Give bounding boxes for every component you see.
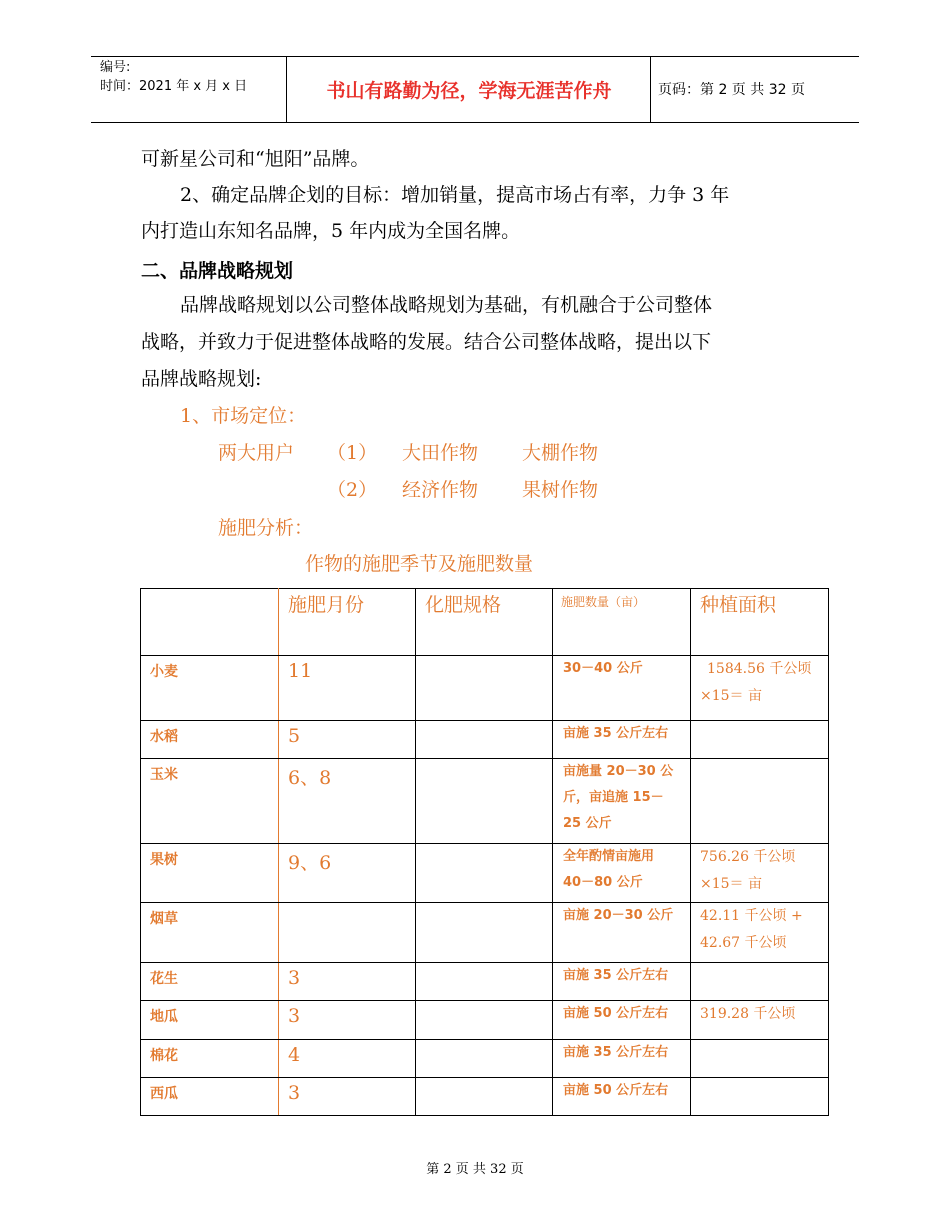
month-cell: 9、6 (288, 852, 332, 874)
month-cell: 5 (288, 725, 301, 747)
month-cell: 6、8 (288, 767, 332, 789)
section-heading: 二、品牌战略规划 (141, 260, 294, 282)
amount-cell: 全年酌情亩施用 40－80 公斤 (563, 849, 655, 890)
spec-cell (416, 844, 553, 903)
month-cell: 3 (288, 1005, 301, 1027)
month-cell: 4 (288, 1044, 301, 1066)
paragraph-line-1: 品牌战略规划以公司整体战略规划为基础，有机融合于公司整体 (180, 294, 713, 316)
amount-cell: 亩施 35 公斤左右 (563, 968, 669, 983)
header-cell-amount: 施肥数量（亩） (553, 589, 691, 656)
paragraph-line-3: 品牌战略规划: (141, 368, 262, 390)
header-cell-empty (141, 589, 279, 656)
spec-cell (416, 1040, 553, 1078)
month-cell: 3 (288, 1082, 301, 1104)
area-cell-line: 756.26 千公顷 (700, 849, 796, 865)
amount-cell: 亩施 50 公斤左右 (563, 1083, 669, 1098)
table-row (141, 963, 829, 1001)
table-title: 作物的施肥季节及施肥数量 (305, 553, 534, 575)
users-2-economic-crops: 经济作物 (402, 479, 479, 501)
body-line-2: 2、确定品牌企划的目标：增加销量，提高市场占有率，力争 3 年 (180, 184, 730, 206)
amount-cell: 亩施量 20－30 公 斤，亩追施 15－ 25 公斤 (563, 764, 674, 831)
crop-cell: 小麦 (150, 664, 178, 680)
users-1-greenhouse-crops: 大棚作物 (522, 442, 599, 464)
crop-cell: 水稻 (150, 729, 178, 745)
header-motto: 书山有路勤为径，学海无涯苦作舟 (326, 80, 612, 102)
area-cell (691, 721, 829, 759)
fertilizer-table (140, 588, 829, 1116)
page-footer: 第 2 页 共 32 页 (426, 1162, 524, 1177)
amount-cell: 亩施 35 公斤左右 (563, 726, 669, 741)
header-time-label: 时间：2021 年 x 月 x 日 (100, 79, 248, 94)
header-divider-right (650, 56, 651, 122)
spec-cell (416, 1001, 553, 1040)
table-header-row (141, 589, 829, 656)
area-cell-line: ×15＝ 亩 (700, 688, 762, 704)
header-top-rule (91, 56, 859, 57)
table-row (141, 656, 829, 721)
users-2-number: （2） (327, 479, 378, 501)
header-code-label: 编号: (100, 60, 131, 75)
spec-cell (416, 963, 553, 1001)
spec-cell (416, 903, 553, 963)
spec-cell (416, 1078, 553, 1116)
area-cell-line: 1584.56 千公顷 (707, 661, 812, 677)
amount-cell: 亩施 35 公斤左右 (563, 1045, 669, 1060)
table-row (141, 759, 829, 844)
spec-cell (416, 656, 553, 721)
body-line-3: 内打造山东知名品牌，5 年内成为全国名牌。 (141, 220, 521, 242)
amount-cell: 亩施 50 公斤左右 (563, 1006, 669, 1021)
header-bottom-rule (91, 122, 859, 123)
area-cell (691, 759, 829, 844)
amount-cell: 30－40 公斤 (563, 661, 643, 676)
table-row (141, 1001, 829, 1040)
crop-cell: 花生 (150, 971, 178, 987)
crop-cell: 棉花 (150, 1048, 178, 1064)
area-cell-line: 42.11 千公顷 + (700, 908, 803, 924)
table-row (141, 903, 829, 963)
header-page-info: 页码：第 2 页 共 32 页 (658, 82, 805, 98)
header-cell-spec: 化肥规格 (416, 589, 553, 656)
users-label: 两大用户 (218, 442, 295, 464)
users-1-number: （1） (327, 442, 378, 464)
table-row (141, 721, 829, 759)
month-cell (279, 903, 415, 907)
header-cell-month: 施肥月份 (279, 589, 416, 656)
fertilizer-analysis-label: 施肥分析： (218, 517, 314, 539)
amount-cell: 亩施 20－30 公斤 (563, 908, 674, 923)
header-divider-left (286, 56, 287, 122)
crop-cell: 烟草 (150, 911, 178, 927)
area-cell (691, 1040, 829, 1078)
area-cell-line: 42.67 千公顷 (700, 935, 787, 951)
area-cell-line: 319.28 千公顷 (700, 1006, 796, 1022)
market-position-title: 1、市场定位： (180, 405, 307, 427)
users-2-fruit-trees: 果树作物 (522, 479, 599, 501)
header-cell-area: 种植面积 (691, 589, 829, 656)
crop-cell: 地瓜 (150, 1009, 178, 1025)
table-row (141, 844, 829, 903)
area-cell (691, 963, 829, 1001)
table-row (141, 1078, 829, 1116)
users-1-field-crops: 大田作物 (402, 442, 479, 464)
area-cell-line: ×15＝ 亩 (700, 876, 762, 892)
paragraph-line-2: 战略，并致力于促进整体战略的发展。结合公司整体战略，提出以下 (141, 331, 712, 353)
crop-cell: 果树 (150, 852, 178, 868)
month-cell: 11 (288, 660, 313, 682)
crop-cell: 西瓜 (150, 1086, 178, 1102)
spec-cell (416, 759, 553, 844)
month-cell: 3 (288, 967, 301, 989)
body-line-1: 可新星公司和“旭阳”品牌。 (141, 148, 370, 170)
area-cell (691, 1078, 829, 1116)
spec-cell (416, 721, 553, 759)
table-row (141, 1040, 829, 1078)
crop-cell: 玉米 (150, 767, 178, 783)
